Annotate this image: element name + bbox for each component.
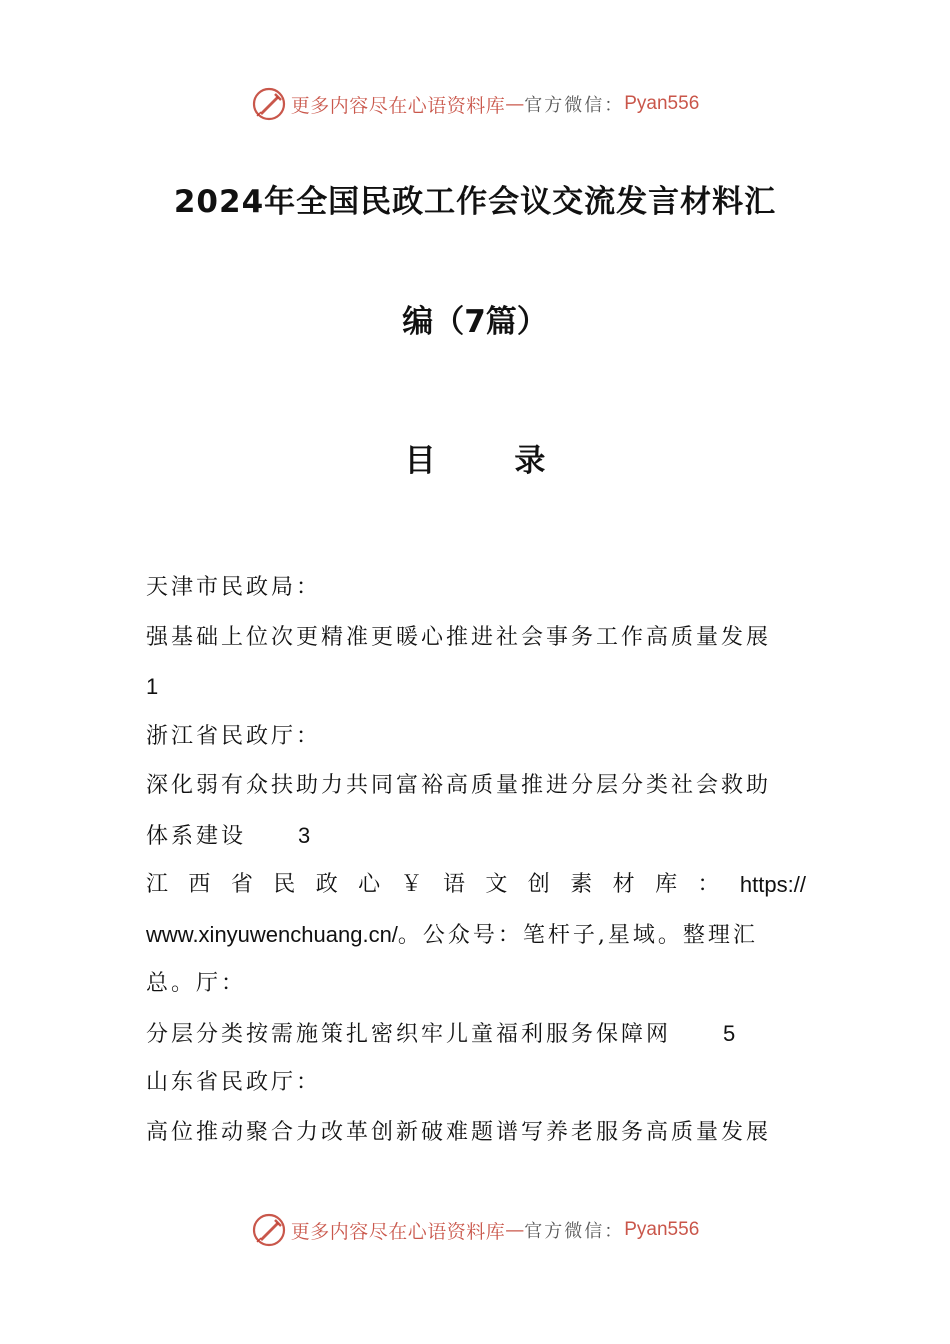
toc-entry3-char: 心 <box>358 872 381 897</box>
table-of-contents <box>146 566 806 1160</box>
toc-entry2-org: 浙江省民政厅： <box>146 723 322 749</box>
toc-entry3-char: 民 <box>273 872 296 897</box>
toc-entry3-title: 分层分类按需施策扎密织牢儿童福利服务保障网 <box>146 1021 672 1047</box>
toc-entry3-org-row <box>146 863 806 913</box>
watermark-wechat-id: Pyan556 <box>624 1219 700 1240</box>
toc-entry3-char: 江 <box>146 872 169 897</box>
toc-entry3-char: ￥ <box>400 872 423 897</box>
toc-entry1-page: 1 <box>146 674 159 699</box>
watermark-official-label: 官方微信： <box>524 95 625 116</box>
watermark-dash: — <box>505 93 525 115</box>
toc-entry3-note: 。公众号：笔杆子,星域。整理汇 <box>397 922 758 948</box>
toc-entry3-url-a: https:// <box>739 872 806 897</box>
toc-entry3-title-row <box>146 1012 806 1062</box>
toc-entry3-char: 素 <box>570 872 593 897</box>
footer-watermark <box>0 1208 950 1252</box>
toc-entry3-char: 库 <box>655 872 678 897</box>
watermark-site-text: 更多内容尽在心语资料库 <box>290 1220 506 1243</box>
toc-entry1-title: 强基础上位次更精准更暖心推进社会事务工作高质量发展 <box>146 624 772 650</box>
pen-logo-icon <box>251 1212 287 1248</box>
toc-entry3-char: 西 <box>188 872 211 897</box>
toc-entry2-title-a: 深化弱有众扶助力共同富裕高质量推进分层分类社会救助 <box>146 773 772 798</box>
toc-entry3-url-b: www.xinyuwenchuang.cn/ <box>146 921 398 947</box>
toc-entry2-title-b: 体系建设 <box>146 823 247 849</box>
toc-entry4-title: 高位推动聚合力改革创新破难题谱写养老服务高质量发展 <box>146 1119 772 1145</box>
toc-entry3-page: 5 <box>723 1020 736 1046</box>
toc-entry2-title-b-row <box>146 814 806 864</box>
toc-entry2-page: 3 <box>298 822 311 848</box>
toc-entry3-char: 省 <box>230 872 253 897</box>
toc-entry4-org: 山东省民政厅： <box>146 1070 322 1095</box>
toc-heading: 目 录 <box>404 443 580 479</box>
toc-entry3-char: 政 <box>315 872 338 897</box>
toc-entry3-char: 创 <box>527 872 550 897</box>
watermark-site-text: 更多内容尽在心语资料库 <box>290 94 506 117</box>
document-title-line2: 编（7篇） <box>402 304 548 340</box>
pen-logo-icon <box>251 86 287 122</box>
document-title-line1: 2024年全国民政工作会议交流发言材料汇 <box>173 184 777 220</box>
toc-entry1-org: 天津市民政局： <box>146 575 322 600</box>
watermark-dash: — <box>505 1219 525 1241</box>
watermark-official-label: 官方微信： <box>524 1221 625 1242</box>
toc-entry3-char: 语 <box>442 872 465 897</box>
toc-entry3-char: ： <box>697 872 720 897</box>
watermark-wechat-id: Pyan556 <box>624 93 700 114</box>
toc-entry3-url-row <box>146 913 806 963</box>
toc-entry3-tail: 总。厅： <box>146 971 247 996</box>
toc-entry3-char: 文 <box>485 872 508 897</box>
header-watermark <box>0 82 950 126</box>
toc-entry3-char: 材 <box>612 872 635 897</box>
